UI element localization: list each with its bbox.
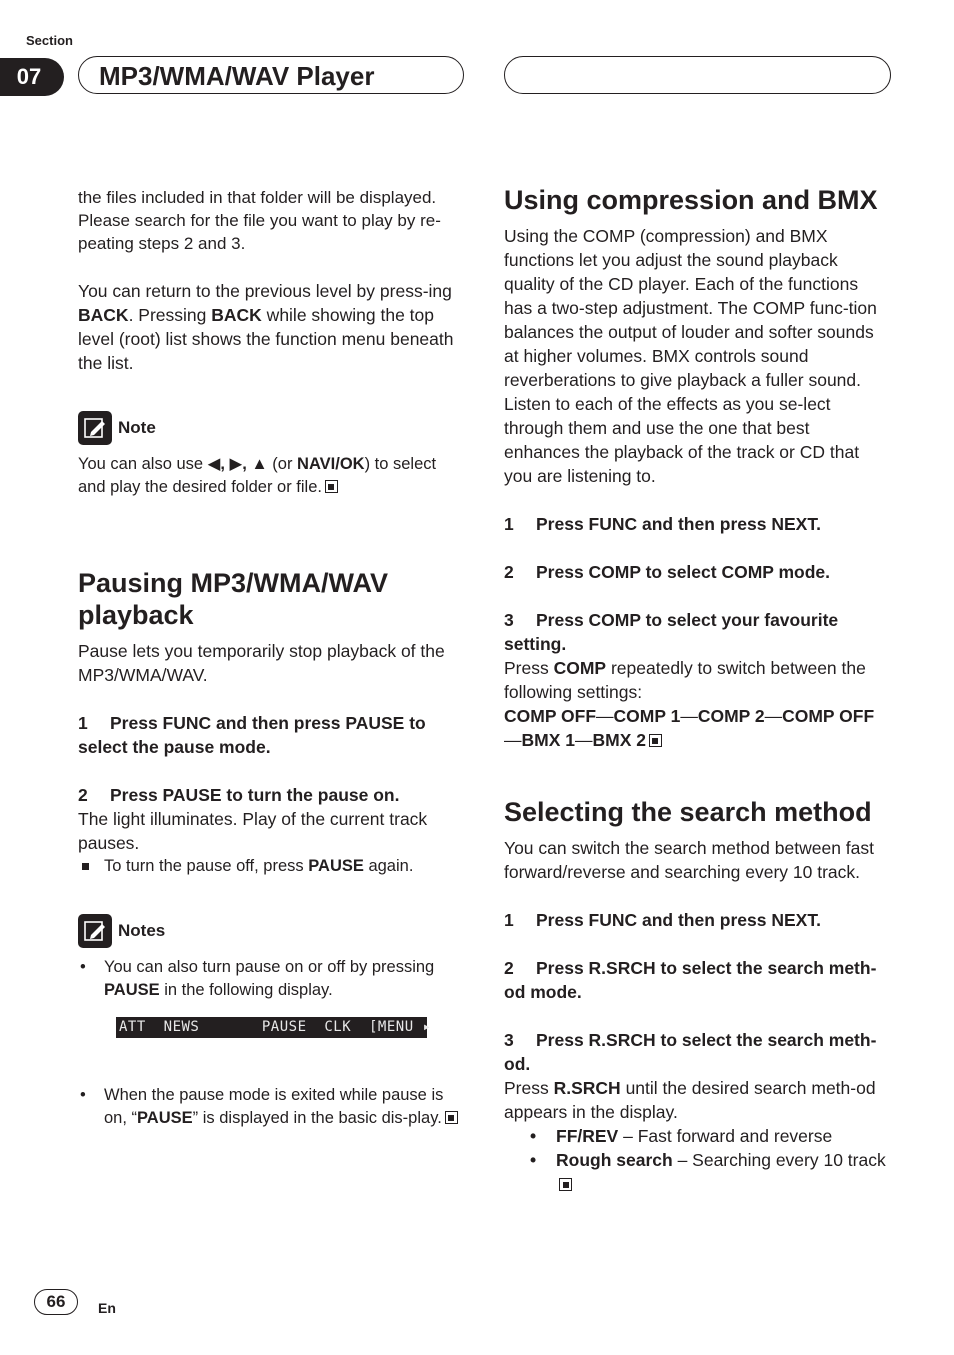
pausing-intro: Pause lets you temporarily stop playback of the MP3/WMA/WAV. xyxy=(78,641,445,685)
search-step-3: 3 Press R.SRCH to select the search meth-od. xyxy=(504,1030,877,1074)
lcd-display-pause: ATT NEWS PAUSE CLK [MENU ▸ xyxy=(116,1017,427,1038)
search-option-rough: • Rough search – Searching every 10 track xyxy=(504,1148,890,1196)
back-paragraph: You can return to the previous level by press-ing BACK. Pressing BACK while showing the top level (root) list shows the function menu beneath the list. xyxy=(78,281,454,373)
language-label: En xyxy=(98,1300,116,1316)
end-mark-icon xyxy=(445,1111,458,1124)
compression-intro: Using the COMP (compression) and BMX functions let you adjust the sound playback quality of the CD player. Each of the functions has a two-step adjustment. The COMP func-tion balances the output of louder and softer sounds at higher volumes. BMX controls sound reverberations to give playback a fuller sound. Listen to each of the effects as you se-lect through them and use the one that best enhances the playback of the track or CD that you are listening to. xyxy=(504,226,877,486)
section-label: Section xyxy=(26,33,73,48)
intro-paragraph: the files included in that folder will be displayed. Please search for the file you want to play by re-peating steps 2 and 3. xyxy=(78,188,441,253)
search-option-ff-rev: • FF/REV – Fast forward and reverse xyxy=(530,1126,833,1146)
search-method-intro: You can switch the search method between fast forward/reverse and searching every 10 track. xyxy=(504,838,874,882)
comp-step-1: 1 Press FUNC and then press NEXT. xyxy=(504,514,821,534)
right-column xyxy=(504,184,890,1196)
notes-item-2: • When the pause mode is exited while pause is on, “PAUSE” is displayed in the basic dis-play. xyxy=(78,1084,464,1130)
comp-settings-sequence: COMP OFF—COMP 1—COMP 2—COMP OFF—BMX 1—BMX 2 xyxy=(504,706,875,750)
notes-heading: Notes xyxy=(78,914,464,948)
end-mark-icon xyxy=(649,734,662,747)
pause-step-2: 2 Press PAUSE to turn the pause on. xyxy=(78,785,400,805)
pause-step-1: 1 Press FUNC and then press PAUSE to select the pause mode. xyxy=(78,713,426,757)
page-number: 66 xyxy=(34,1289,78,1315)
pause-step-2-body: The light illuminates. Play of the current track pauses. xyxy=(78,809,428,853)
left-column xyxy=(78,186,464,1002)
pencil-note-icon xyxy=(78,411,112,445)
left-column-end xyxy=(78,1084,464,1130)
notes-item-1: • You can also turn pause on or off by pressing PAUSE in the following display. xyxy=(80,958,435,999)
end-mark-icon xyxy=(559,1178,572,1191)
compression-heading: Using compression and BMX xyxy=(504,185,878,215)
comp-step-3-body: Press COMP repeatedly to switch between the following settings: xyxy=(504,658,866,702)
comp-step-2: 2 Press COMP to select COMP mode. xyxy=(504,562,831,582)
search-step-2: 2 Press R.SRCH to select the search meth-od mode. xyxy=(504,958,877,1002)
pencil-note-icon xyxy=(78,914,112,948)
pause-off-bullet: To turn the pause off, press PAUSE again. xyxy=(78,855,464,878)
search-method-heading: Selecting the search method xyxy=(504,797,872,827)
note-text: You can also use ◀, ▶, ▲ (or NAVI/OK) to select and play the desired folder or file. xyxy=(78,455,437,496)
section-number-tab: 07 xyxy=(0,58,64,96)
chapter-title: MP3/WMA/WAV Player xyxy=(78,56,464,94)
header-empty-box xyxy=(504,56,891,94)
search-step-1: 1 Press FUNC and then press NEXT. xyxy=(504,910,821,930)
square-bullet-icon xyxy=(82,863,89,870)
comp-step-3: 3 Press COMP to select your favourite setting. xyxy=(504,610,839,654)
search-step-3-body: Press R.SRCH until the desired search meth-od appears in the display. xyxy=(504,1078,876,1122)
end-mark-icon xyxy=(325,480,338,493)
pausing-heading: Pausing MP3/WMA/WAV playback xyxy=(78,568,389,630)
note-heading: Note xyxy=(78,411,464,445)
